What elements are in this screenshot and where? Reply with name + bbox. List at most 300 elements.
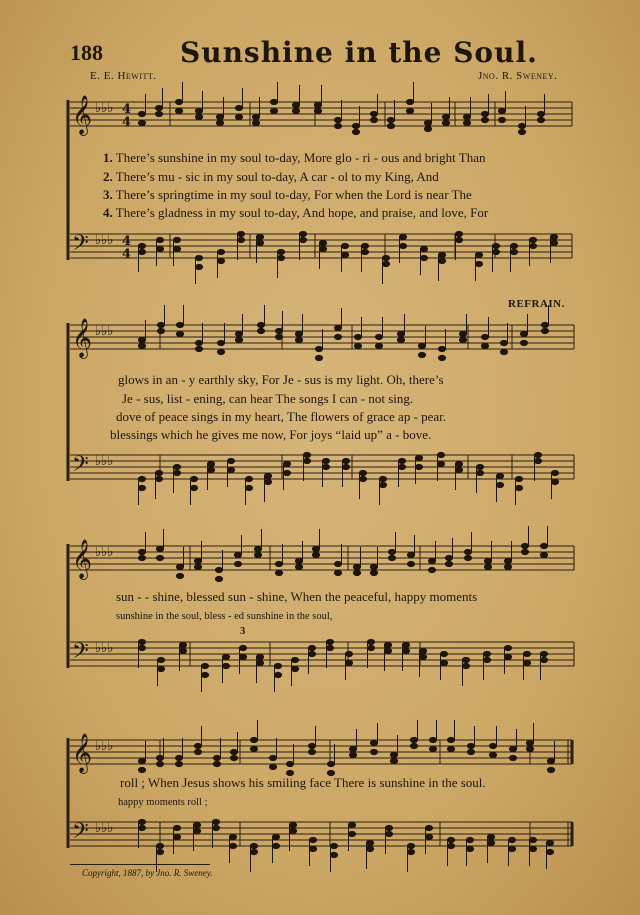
note-head [341, 252, 348, 257]
note-head [354, 343, 361, 348]
note-head [523, 660, 530, 665]
note-head [201, 672, 208, 677]
note-head [518, 129, 525, 134]
note-head [467, 749, 474, 754]
note-head [484, 558, 491, 563]
note-head [438, 346, 445, 351]
note-head [504, 564, 511, 569]
note-head [138, 249, 145, 254]
note-head [445, 555, 452, 560]
note-head [235, 114, 242, 119]
note-head [250, 737, 257, 742]
note-head [504, 654, 511, 659]
note-head [384, 648, 391, 653]
note-head [295, 564, 302, 569]
note-head [546, 840, 553, 845]
note-head [156, 755, 163, 760]
note-head [384, 642, 391, 647]
note-head [272, 843, 279, 848]
note-head [540, 543, 547, 548]
note-head [520, 340, 527, 345]
note-head [455, 467, 462, 472]
note-head [194, 743, 201, 748]
note-head [420, 255, 427, 260]
note-head [402, 642, 409, 647]
refrain-line-2-bass: happy moments roll ; [118, 797, 208, 808]
verse2-line-3: dove of peace sings in my heart, The flowers of grace ap - pear. [116, 409, 447, 424]
note-head [286, 761, 293, 766]
note-head [217, 349, 224, 354]
refrain-line-1: sun - - shine, blessed sun - shine, When the peaceful, happy moments [116, 589, 478, 604]
note-head [173, 825, 180, 830]
note-head [464, 555, 471, 560]
note-head [239, 645, 246, 650]
note-head [237, 231, 244, 236]
note-head [537, 111, 544, 116]
note-head [212, 825, 219, 830]
note-head [487, 840, 494, 845]
note-head [156, 849, 163, 854]
note-head [424, 126, 431, 131]
note-head [509, 746, 516, 751]
note-head [264, 479, 271, 484]
note-head [295, 337, 302, 342]
note-head [379, 482, 386, 487]
note-head [254, 552, 261, 557]
note-head [256, 240, 263, 245]
note-head [138, 639, 145, 644]
note-head [508, 837, 515, 842]
note-head [283, 470, 290, 475]
note-head [508, 846, 515, 851]
note-head [250, 843, 257, 848]
note-head [375, 334, 382, 339]
note-head [437, 461, 444, 466]
note-head [156, 237, 163, 242]
verse2-line-4: blessings which he gives me now, For joys “laid up” a - bove. [110, 427, 432, 442]
note-head [398, 458, 405, 463]
note-head [277, 255, 284, 260]
note-head [489, 743, 496, 748]
verse-line-1: 1. There’s sunshine in my soul to-day, More glo - ri - ous and bright Than [103, 150, 486, 165]
note-head [312, 546, 319, 551]
note-head [342, 458, 349, 463]
note-head [193, 828, 200, 833]
note-head [399, 243, 406, 248]
note-head [138, 243, 145, 248]
note-head [245, 476, 252, 481]
svg-text:𝄢: 𝄢 [72, 819, 89, 849]
note-head [292, 102, 299, 107]
note-head [256, 234, 263, 239]
note-head [138, 758, 145, 763]
note-head [459, 337, 466, 342]
note-head [382, 255, 389, 260]
note-head [521, 543, 528, 548]
note-head [235, 105, 242, 110]
svg-text:𝄞: 𝄞 [72, 95, 93, 135]
note-head [217, 340, 224, 345]
note-head [175, 99, 182, 104]
note-head [345, 660, 352, 665]
note-head [547, 758, 554, 763]
note-head [308, 645, 315, 650]
note-head [322, 464, 329, 469]
note-head [275, 328, 282, 333]
note-head [370, 111, 377, 116]
note-head [309, 837, 316, 842]
note-head [447, 746, 454, 751]
note-head [292, 108, 299, 113]
note-head [195, 340, 202, 345]
note-head [334, 570, 341, 575]
note-head [173, 237, 180, 242]
note-head [529, 846, 536, 851]
note-head [257, 328, 264, 333]
note-head [270, 99, 277, 104]
note-head [361, 249, 368, 254]
verse2-line-2: Je - sus, list - ening, can hear The songs I can - not sing. [122, 391, 414, 406]
note-head [289, 828, 296, 833]
note-head [330, 852, 337, 857]
note-head [234, 561, 241, 566]
note-head [370, 749, 377, 754]
note-head [195, 255, 202, 260]
note-head [348, 822, 355, 827]
note-head [272, 834, 279, 839]
note-head [269, 764, 276, 769]
note-head [176, 331, 183, 336]
verse2-line-1: glows in an - y earthly sky, For Je - sus is my light. Oh, there’s [118, 372, 444, 387]
note-head [157, 322, 164, 327]
note-head [406, 108, 413, 113]
note-head [269, 755, 276, 760]
note-head [442, 114, 449, 119]
note-head [275, 570, 282, 575]
note-head [481, 117, 488, 122]
note-head [419, 648, 426, 653]
note-head [138, 476, 145, 481]
note-head [156, 546, 163, 551]
note-head [463, 120, 470, 125]
note-head [428, 567, 435, 572]
note-head [483, 651, 490, 656]
note-head [496, 482, 503, 487]
verse-line-4: 4. There’s gladness in my soul to-day, And hope, and praise, and love, For [103, 205, 489, 220]
note-head [254, 546, 261, 551]
note-head [230, 749, 237, 754]
note-head [415, 464, 422, 469]
note-head [138, 111, 145, 116]
note-head [520, 331, 527, 336]
note-head [385, 831, 392, 836]
footer-rule [70, 864, 210, 865]
svg-text:4: 4 [122, 102, 132, 117]
note-head [534, 458, 541, 463]
note-head [216, 114, 223, 119]
note-head [352, 129, 359, 134]
note-head [217, 258, 224, 263]
note-head [438, 258, 445, 263]
note-head [157, 657, 164, 662]
note-head [447, 843, 454, 848]
note-head [156, 761, 163, 766]
note-head [481, 334, 488, 339]
note-head [399, 234, 406, 239]
note-head [315, 346, 322, 351]
svg-text:♭♭♭: ♭♭♭ [95, 101, 114, 116]
note-head [492, 249, 499, 254]
note-head [274, 672, 281, 677]
note-head [541, 328, 548, 333]
note-head [550, 240, 557, 245]
note-head [540, 552, 547, 557]
note-head [227, 467, 234, 472]
note-head [529, 837, 536, 842]
note-head [295, 558, 302, 563]
note-head [179, 648, 186, 653]
note-head [155, 105, 162, 110]
note-head [462, 663, 469, 668]
note-head [390, 752, 397, 757]
note-head [138, 825, 145, 830]
note-head [366, 846, 373, 851]
note-head [398, 464, 405, 469]
note-head [467, 743, 474, 748]
note-head [388, 555, 395, 560]
note-head [175, 755, 182, 760]
note-head [367, 639, 374, 644]
note-head [437, 452, 444, 457]
note-head [406, 99, 413, 104]
refrain-label: REFRAIN. [508, 298, 565, 310]
note-head [550, 234, 557, 239]
note-head [424, 120, 431, 125]
note-head [155, 476, 162, 481]
note-head [176, 573, 183, 578]
copyright-notice: Copyright, 1887, by Jno. R. Sweney. [82, 868, 213, 878]
note-head [429, 746, 436, 751]
verse-line-2: 2. There’s mu - sic in my soul to-day, A car - ol to my King, And [103, 169, 439, 184]
note-head [370, 564, 377, 569]
note-head [387, 117, 394, 122]
svg-text:♭♭♭: ♭♭♭ [95, 739, 114, 754]
note-head [500, 340, 507, 345]
note-head [216, 120, 223, 125]
staff-bass-4 [70, 822, 572, 846]
note-head [429, 737, 436, 742]
note-head [277, 249, 284, 254]
note-head [407, 561, 414, 566]
note-head [349, 746, 356, 751]
note-head [315, 355, 322, 360]
note-head [176, 564, 183, 569]
svg-text:𝄞: 𝄞 [72, 539, 93, 579]
page-number: 188 [70, 40, 103, 65]
note-head [425, 834, 432, 839]
note-head [397, 337, 404, 342]
note-head [523, 651, 530, 656]
note-head [370, 117, 377, 122]
note-head [291, 666, 298, 671]
note-head [440, 660, 447, 665]
note-head [388, 549, 395, 554]
note-head [217, 249, 224, 254]
note-head [234, 552, 241, 557]
note-head [155, 470, 162, 475]
refrain-line-1-bass: sunshine in the soul, bless - ed sunshine in the soul, [116, 611, 333, 622]
note-head [367, 645, 374, 650]
note-head [275, 561, 282, 566]
svg-text:𝄢: 𝄢 [72, 639, 89, 669]
svg-text:♭♭♭: ♭♭♭ [95, 454, 114, 469]
note-head [283, 461, 290, 466]
note-head [425, 825, 432, 830]
note-head [195, 108, 202, 113]
note-head [138, 645, 145, 650]
note-head [442, 120, 449, 125]
note-head [299, 231, 306, 236]
note-head [498, 117, 505, 122]
refrain-line-2: roll ; When Jesus shows his smiling face There is sunshine in the soul. [120, 775, 486, 790]
note-head [215, 576, 222, 581]
note-head [496, 473, 503, 478]
note-head [415, 455, 422, 460]
note-head [438, 252, 445, 257]
note-head [215, 567, 222, 572]
note-head [252, 114, 259, 119]
note-head [418, 352, 425, 357]
note-head [348, 831, 355, 836]
note-head [504, 645, 511, 650]
note-head [295, 331, 302, 336]
note-head [540, 657, 547, 662]
note-head [195, 264, 202, 269]
svg-text:4: 4 [122, 234, 132, 249]
note-head [484, 564, 491, 569]
note-head [155, 111, 162, 116]
note-head [334, 123, 341, 128]
note-head [466, 837, 473, 842]
svg-text:𝄢: 𝄢 [72, 452, 89, 482]
note-head [407, 552, 414, 557]
note-head [334, 561, 341, 566]
note-head [509, 755, 516, 760]
note-head [252, 120, 259, 125]
svg-text:𝄞: 𝄞 [72, 733, 93, 773]
note-head [475, 261, 482, 266]
note-head [353, 570, 360, 575]
note-head [235, 331, 242, 336]
note-head [342, 464, 349, 469]
note-head [334, 334, 341, 339]
note-head [515, 476, 522, 481]
note-head [385, 825, 392, 830]
note-head [476, 464, 483, 469]
note-head [487, 834, 494, 839]
note-head [222, 663, 229, 668]
note-head [334, 117, 341, 122]
verse-line-3: 3. There’s springtime in my soul to-day, For when the Lord is near The [103, 187, 472, 202]
note-head [551, 470, 558, 475]
svg-text:♭♭♭: ♭♭♭ [95, 233, 114, 248]
note-head [257, 322, 264, 327]
note-head [420, 246, 427, 251]
note-head [379, 476, 386, 481]
note-head [308, 749, 315, 754]
note-head [366, 840, 373, 845]
note-head [207, 461, 214, 466]
note-head [483, 657, 490, 662]
note-head [250, 849, 257, 854]
note-head [138, 120, 145, 125]
note-head [156, 555, 163, 560]
svg-text:𝄞: 𝄞 [72, 318, 93, 358]
note-head [299, 237, 306, 242]
note-head [194, 749, 201, 754]
note-head [274, 663, 281, 668]
note-head [319, 240, 326, 245]
note-head [230, 755, 237, 760]
note-head [455, 231, 462, 236]
note-head [387, 123, 394, 128]
note-head [179, 642, 186, 647]
note-head [229, 843, 236, 848]
note-head [175, 108, 182, 113]
note-head [245, 485, 252, 490]
note-head [419, 654, 426, 659]
composer-credit: Jno. R. Sweney. [478, 70, 558, 82]
note-head [308, 743, 315, 748]
note-head [207, 467, 214, 472]
author-credit: E. E. Hewitt. [90, 70, 157, 82]
svg-text:4: 4 [122, 247, 132, 262]
note-head [314, 108, 321, 113]
note-head [349, 752, 356, 757]
note-head [546, 849, 553, 854]
note-head [370, 740, 377, 745]
note-head [498, 108, 505, 113]
note-head [138, 767, 145, 772]
note-head [359, 470, 366, 475]
note-head [138, 549, 145, 554]
note-head [213, 755, 220, 760]
note-head [176, 322, 183, 327]
note-head [157, 328, 164, 333]
note-head [173, 834, 180, 839]
note-head [256, 654, 263, 659]
svg-text:♭♭♭: ♭♭♭ [95, 641, 114, 656]
note-head [212, 819, 219, 824]
note-head [353, 564, 360, 569]
note-head [500, 349, 507, 354]
note-head [481, 111, 488, 116]
note-head [327, 761, 334, 766]
note-head [309, 846, 316, 851]
note-head [250, 746, 257, 751]
note-head [138, 555, 145, 560]
note-head [341, 243, 348, 248]
note-head [138, 343, 145, 348]
note-head [462, 657, 469, 662]
note-head [193, 822, 200, 827]
note-head [428, 558, 435, 563]
note-head [447, 737, 454, 742]
note-head [390, 758, 397, 763]
note-head [492, 243, 499, 248]
note-head [440, 651, 447, 656]
note-head [322, 458, 329, 463]
